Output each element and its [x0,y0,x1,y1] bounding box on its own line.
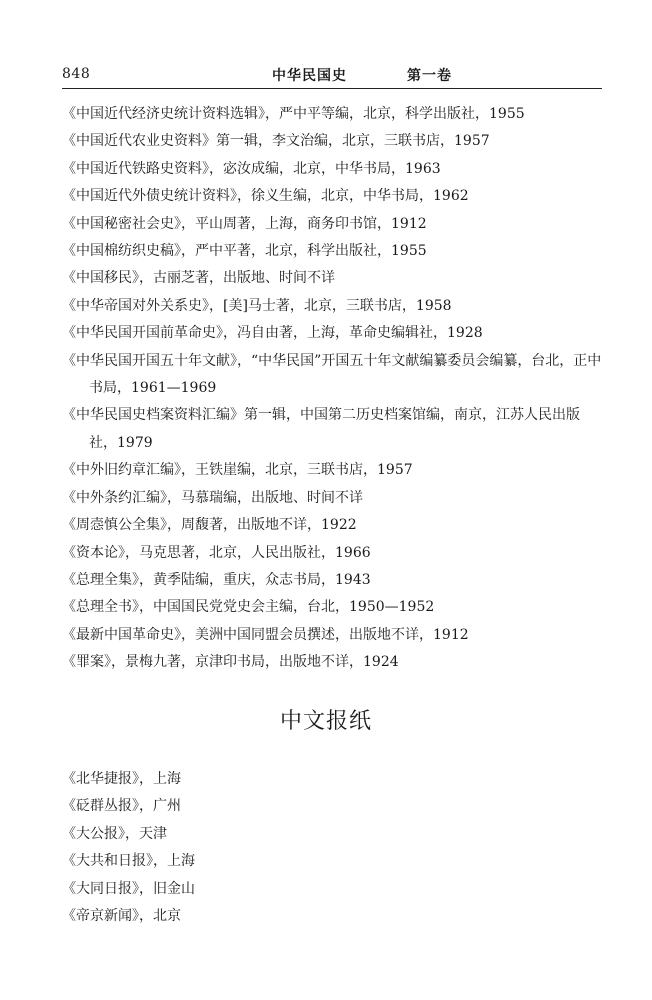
page-number: 848 [62,66,91,82]
reference-item: 《中华民国开国前革命史》，冯自由著，上海，革命史编辑社，1928 [62,325,483,342]
reference-item: 《资本论》，马克思著，北京，人民出版社，1966 [62,544,371,561]
newspaper-list [62,766,607,930]
reference-item: 《中国秘密社会史》，平山周著，上海，商务印书馆，1912 [62,215,427,232]
reference-item: 《罪案》，景梅九著，京津印书局，出版地不详，1924 [62,654,399,671]
running-title: 中华民国史 [272,68,347,84]
reference-item: 《中外条约汇编》，马慕瑞编，出版地、时间不详 [62,489,363,506]
reference-item: 《中国近代外债史统计资料》，徐义生编，北京，中华书局，1962 [62,188,469,205]
reference-item: 《中国近代铁路史资料》，宓汝成编，北京，中华书局，1963 [62,160,441,177]
newspaper-item: 《帝京新闻》，北京 [62,908,181,925]
reference-item: 《中国移民》，古丽芝著，出版地、时间不详 [62,270,335,287]
reference-item: 《中国棉纺织史稿》，严中平著，北京，科学出版社，1955 [62,243,427,260]
newspaper-item: 《砭群丛报》，广州 [62,798,181,815]
newspaper-item: 《大同日报》，旧金山 [62,880,195,897]
header-rule [62,88,602,89]
newspaper-item: 《大公报》，天津 [62,825,167,842]
running-volume: 第一卷 [407,68,452,84]
reference-item: 《最新中国革命史》，美洲中国同盟会员撰述，出版地不详，1912 [62,626,469,643]
reference-item: 《中外旧约章汇编》，王铁崖编，北京，三联书店，1957 [62,462,413,479]
page-header [62,64,602,88]
reference-item: 《中国近代农业史资料》第一辑，李文治编，北京，三联书店，1957 [62,133,490,150]
newspaper-item: 《大共和日报》，上海 [62,853,195,870]
reference-item: 《总理全集》，黄季陆编，重庆，众志书局，1943 [62,571,371,588]
reference-item: 《中华民国史档案资料汇编》第一辑，中国第二历史档案馆编，南京，江苏人民出版社，1979 [62,407,580,451]
reference-item: 《中华民国开国五十年文献》，“中华民国”开国五十年文献编纂委员会编纂，台北，正中书局，1961—1969 [62,352,602,397]
reference-item: 《中华帝国对外关系史》，[美]马士著，北京，三联书店，1958 [62,297,452,314]
section-title: 中文报纸 [279,709,372,734]
reference-list [62,101,607,677]
reference-item: 《中国近代经济史统计资料选辑》，严中平等编，北京，科学出版社，1955 [62,106,525,122]
newspaper-item: 《北华捷报》，上海 [62,771,181,787]
reference-item: 《总理全书》，中国国民党党史会主编，台北，1950—1952 [62,599,435,616]
reference-item: 《周悫慎公全集》，周馥著，出版地不详，1922 [62,517,357,534]
